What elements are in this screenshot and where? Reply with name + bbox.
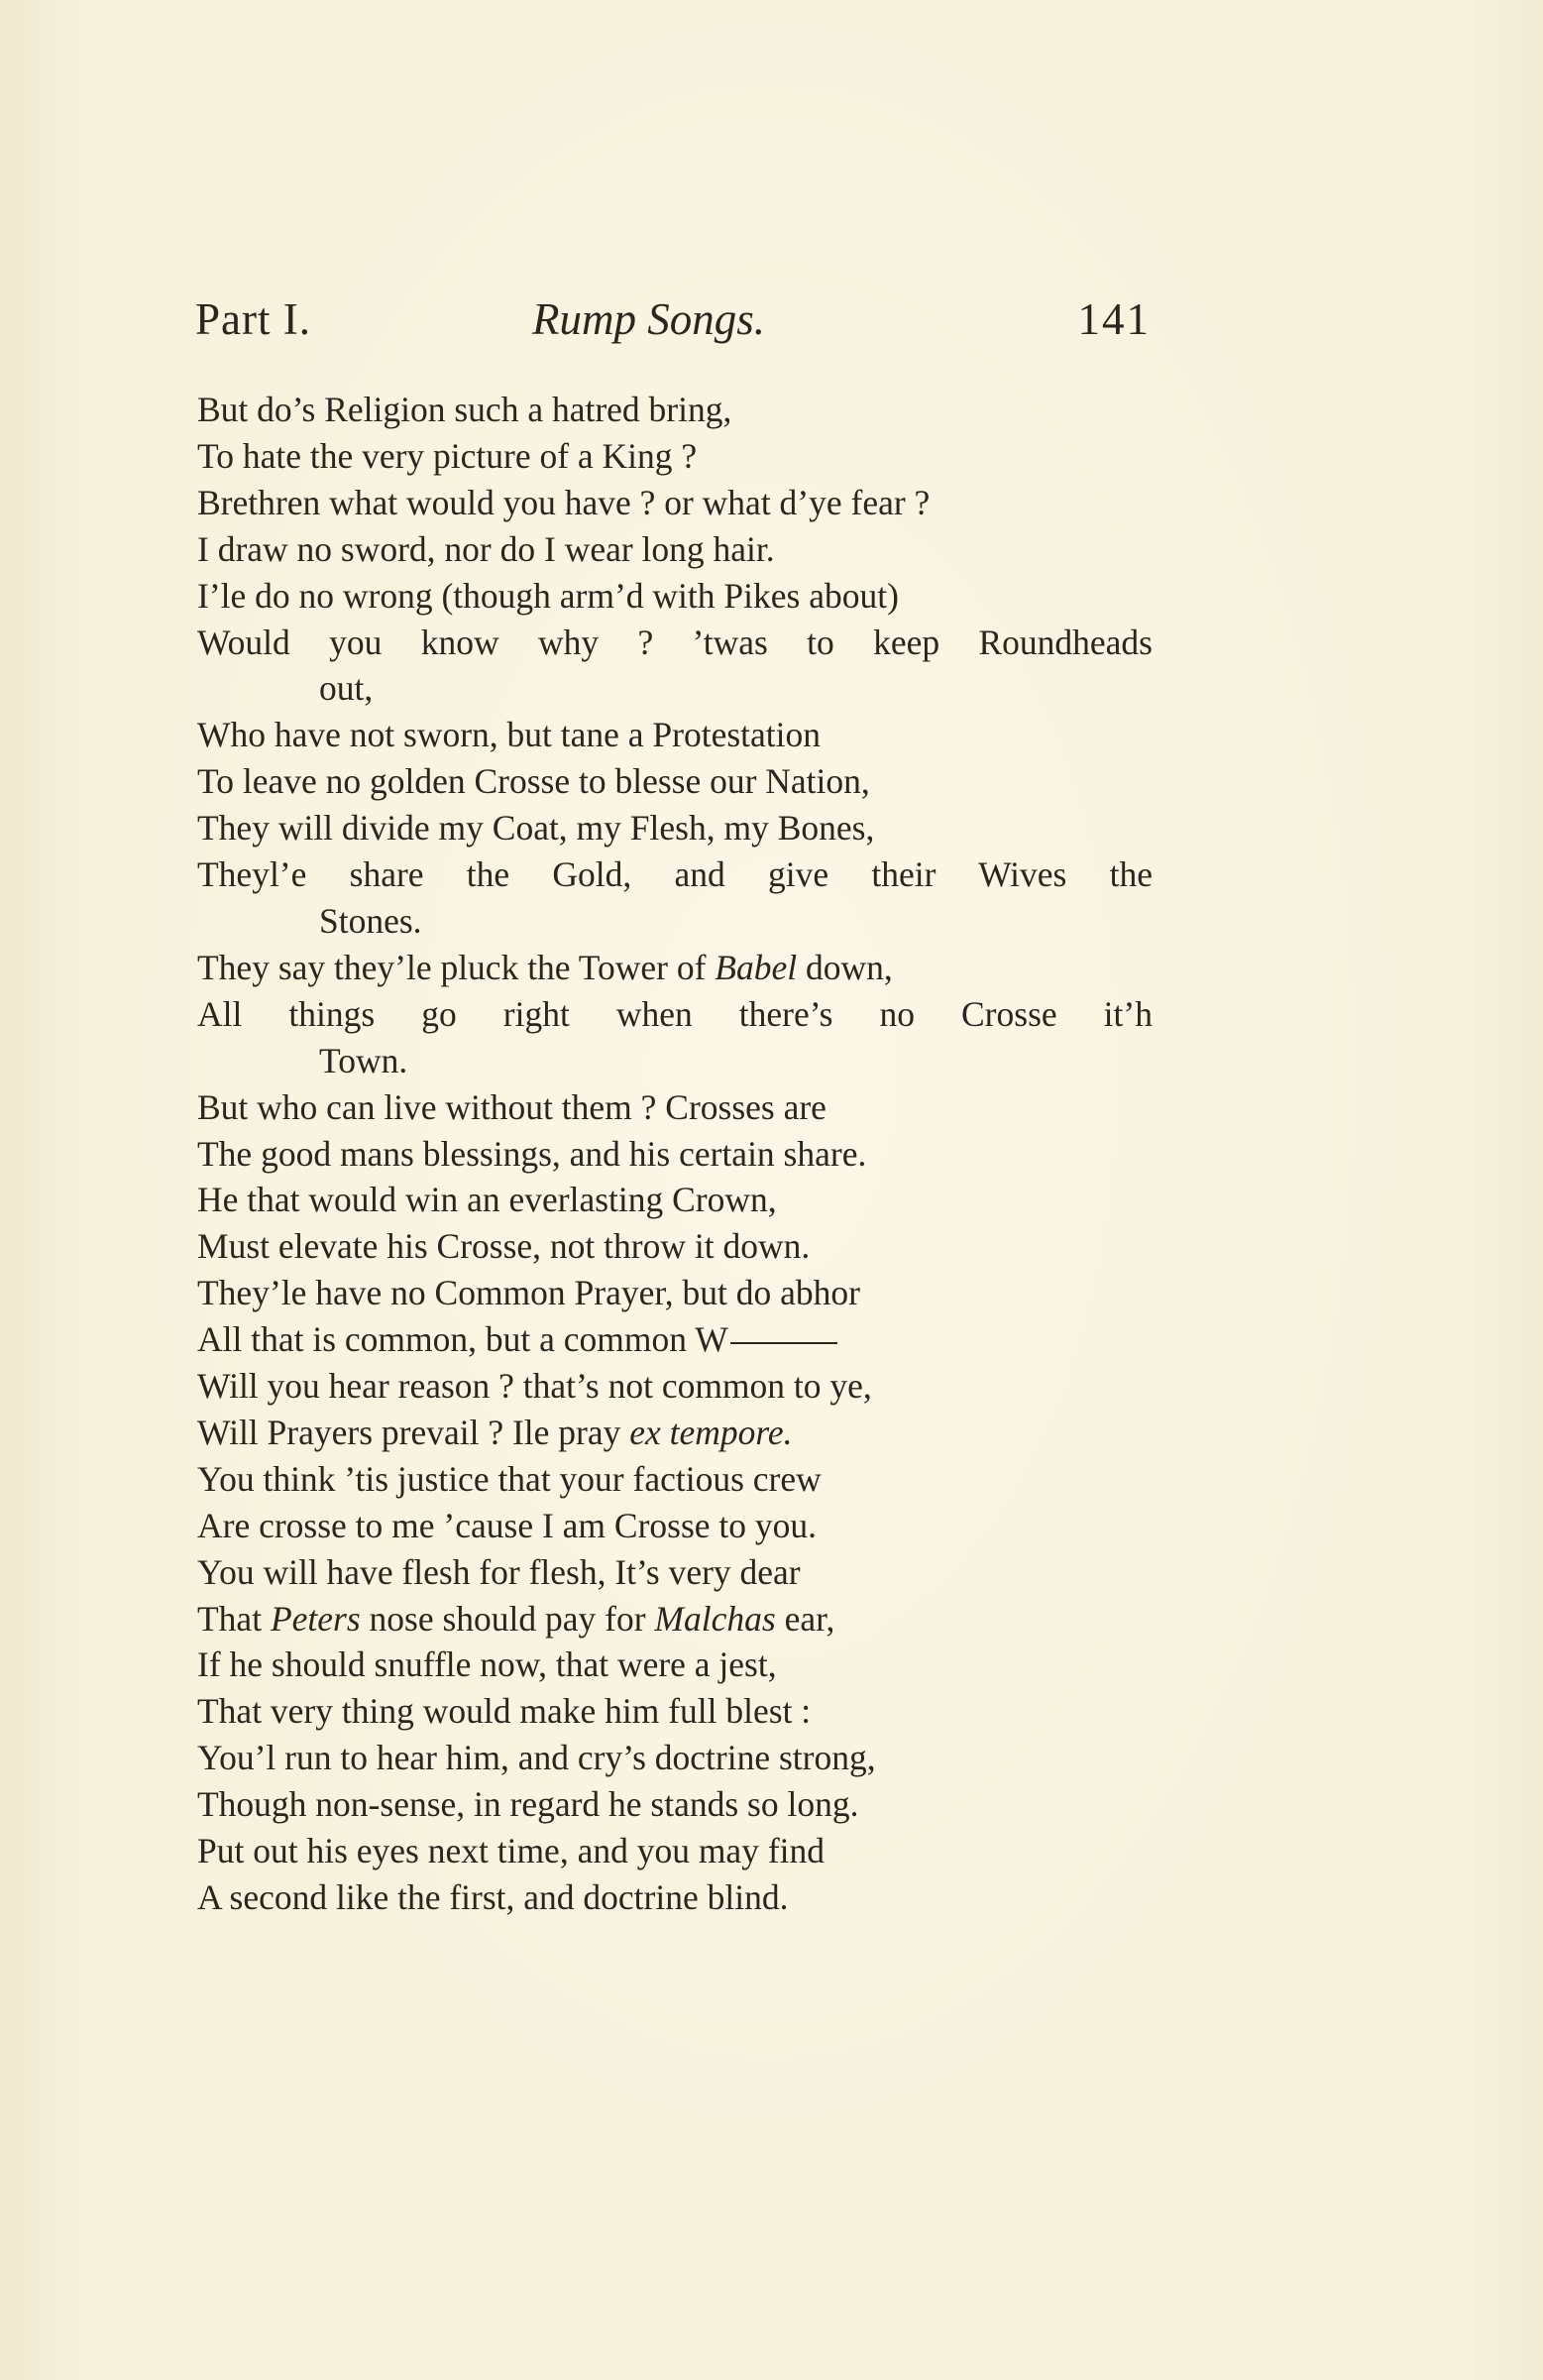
poem-line: Though non-sense, in regard he stands so long.: [197, 1784, 859, 1825]
poem-line: [197, 1410, 1153, 1456]
poem-line: Who have not sworn, but tane a Protestation: [197, 715, 821, 755]
poem-line: If he should snuffle now, that were a jest,: [197, 1644, 777, 1685]
poem-text-run: That: [197, 1598, 271, 1639]
poem-italic-word: ex tempore.: [629, 1412, 793, 1452]
poem-line: To hate the very picture of a King ?: [197, 435, 698, 476]
running-title: Rump Songs.: [532, 294, 765, 344]
part-label: Part I.: [195, 294, 311, 344]
poem-line: But do’s Religion such a hatred bring,: [197, 390, 732, 429]
poem-line: Are crosse to me ’cause I am Crosse to you.: [197, 1505, 818, 1545]
poem-line: You will have flesh for flesh, It’s very dear: [197, 1551, 801, 1592]
poem-line: [197, 945, 1153, 991]
poem-line-turnover: out,: [319, 668, 374, 709]
poem-line: Would you know why ? ’twas to keep Roundheads: [197, 622, 1153, 662]
poem-text-run: down,: [797, 947, 893, 987]
poem-line: I’le do no wrong (though arm’d with Pikes about): [197, 575, 899, 616]
poem-line: He that would win an everlasting Crown,: [197, 1180, 777, 1220]
poem-line: A second like the first, and doctrine blind.: [197, 1877, 789, 1917]
poem-italic-word: Peters: [270, 1598, 361, 1639]
poem-line: Theyl’e share the Gold, and give their Wives the: [197, 854, 1153, 895]
poem-line: The good mans blessings, and his certain share.: [197, 1133, 867, 1174]
poem-italic-word: Babel: [715, 947, 798, 987]
poem-text: [197, 387, 1153, 1921]
poem-line: They’le have no Common Prayer, but do abhor: [197, 1273, 860, 1313]
poem-text-run: All that is common, but a common W: [197, 1319, 728, 1360]
poem-line-turnover: Town.: [319, 1040, 408, 1080]
poem-text-run: Will Prayers prevail ? Ile pray: [197, 1412, 630, 1452]
poem-line: They will divide my Coat, my Flesh, my Bones,: [197, 808, 875, 849]
poem-text-run: They say they’le pluck the Tower of: [197, 947, 716, 987]
poem-line: Put out his eyes next time, and you may find: [197, 1831, 826, 1871]
poem-line: [197, 1596, 1153, 1643]
poem-text-run: ear,: [775, 1598, 835, 1639]
poem-text-run: nose should pay for: [360, 1598, 655, 1639]
poem-line: But who can live without them ? Crosses are: [197, 1086, 827, 1127]
poem-line: Brethren what would you have ? or what d’ye fear ?: [197, 482, 931, 522]
em-dash-rule: [730, 1342, 837, 1344]
poem-line: To leave no golden Crosse to blesse our Nation,: [197, 761, 870, 802]
running-header: [195, 293, 1151, 363]
poem-line: Must elevate his Crosse, not throw it down.: [197, 1226, 811, 1267]
poem-line: That very thing would make him full blest :: [197, 1691, 812, 1732]
page-number: 141: [1077, 294, 1151, 344]
poem-line: You’l run to hear him, and cry’s doctrine strong,: [197, 1738, 876, 1778]
poem-italic-word: Malchas: [654, 1598, 776, 1639]
poem-line: You think ’tis justice that your factious crew: [197, 1458, 822, 1499]
poem-line: Will you hear reason ? that’s not common to ye,: [197, 1366, 872, 1407]
poem-line-turnover: Stones.: [319, 900, 422, 941]
poem-line: All things go right when there’s no Crosse it’h: [197, 993, 1153, 1034]
poem-line: I draw no sword, nor do I wear long hair.: [197, 528, 775, 569]
poem-line: [197, 1316, 1153, 1363]
